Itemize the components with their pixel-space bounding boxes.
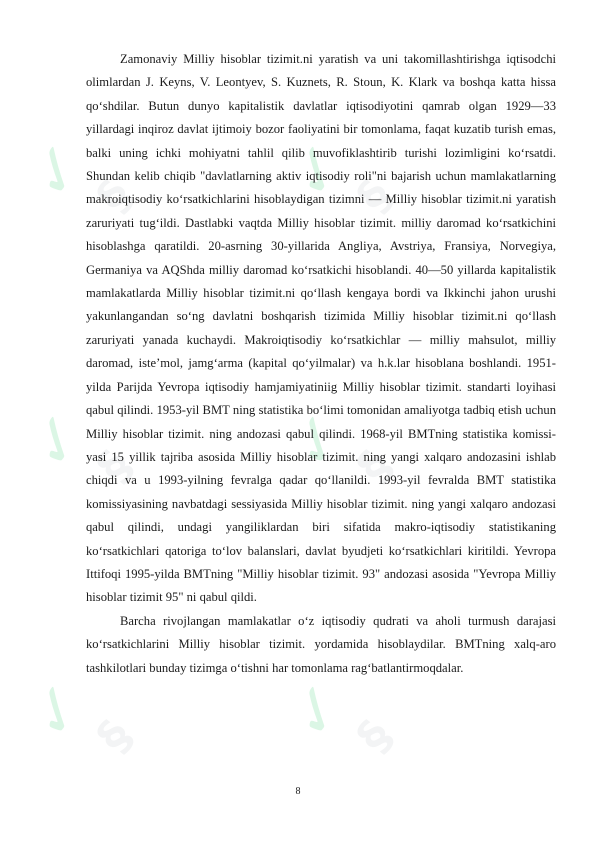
- watermark-mark: §: [346, 710, 403, 762]
- watermark-mark: ✓: [272, 397, 364, 485]
- page-number: 8: [295, 786, 301, 797]
- paragraph: Barcha rivojlangan mamlakatlar o‘z iqtisodiy qudrati va aholi turmush darajasi ko‘rsatkichlarini Milliy hisoblar tizimit. yordamida hisoblaydilar. BMTning xalq-aro tashkilotlari bunday tizimga o‘tishni har tomonlama rag‘batlantirmoqdalar.: [86, 613, 556, 675]
- watermark-mark: ✓: [12, 397, 104, 485]
- watermark-mark: ✓: [12, 667, 104, 755]
- watermark-mark: §: [86, 440, 143, 492]
- watermark-mark: §: [86, 170, 143, 222]
- watermark-mark: §: [346, 170, 403, 222]
- page-body: [86, 48, 556, 680]
- watermark-mark: ✓: [12, 127, 104, 215]
- watermark-mark: ✓: [272, 667, 364, 755]
- paragraph: Zamonaviy Milliy hisoblar tizimit.ni yaratish va uni takomillashtirishga iqtisodchi olimlardan J. Keyns, V. Leontyev, S. Kuznets, R. Stoun, K. Klark va boshqa katta hissa qo‘shdilar. Butun dunyo kapitalistik davlatlar iqtisodiyotini qamrab olgan 1929—33 yillardagi inqiroz davlat ijtimoiy bozor faoliyatini bir tomonlama, faqat kuzatib turish emas, balki uning ichki mohiyatni tahlil qilib muvofiklashtirib turishi lozimligini ko‘rsatdi. Shundan kelib chiqib "davlatlarning aktiv iqtisodiy roli"ni bajarish uchun mamlakatlarning makroiqtisodiy ko‘rsatkichlarini hisoblaydigan tizimni — Milliy hisoblar tizimit.ni yaratish zaruriyati tug‘ildi. Dastlabki vaqtda Milliy hisoblar tizimit. milliy daromad ko‘rsatkichini hisoblashga qaratildi. 20-asrning 30-yillarida Angliya, Avstriya, Fransiya, Norvegiya, Germaniya va AQShda milliy daromad ko‘rsatkichi hisoblandi. 40—50 yillarda kapitalistik mamlakatlarda Milliy hisoblar tizimit.ni qo‘llash kengaya bordi va Ikkinchi jahon urushi yakunlangandan so‘ng davlatni boshqarish tizimida Milliy hisoblar tizimit.ni qo‘llash zaruriyati yanada kuchaydi. Makroiqtisodiy ko‘rsatkichlar — milliy mahsulot, milliy daromad, iste’mol, jamg‘arma (kapital qo‘yilmalar) va h.k.lar hisoblana boshlandi. 1951-yilda Parijda Yevropa iqtisodiy hamjamiyatiniig Milliy hisoblar tizimit. standarti loyihasi qabul qilindi. 1953-yil BMT ning statistika bo‘limi tomonidan amaliyotga tadbiq etish uchun Milliy hisoblar tizimit. ning andozasi qabul qilindi. 1968-yil BMTning statistika komissi-yasi 15 yillik tajriba asosida Milliy hisoblar tizimit. ning yangi xalqaro andozasini ishlab chiqdi va u 1993-yilning fevralga qadar qo‘llanildi. 1993-yil fevralda BMT statistika komissiyasining navbatdagi sessiyasida Milliy hisoblar tizimit. ning yangi xalqaro andozasi qabul qilindi, undagi yangiliklardan biri sifatida makro-iqtisodiy statistikaning ko‘rsatkichlari qatoriga to‘lov balanslari, davlat byudjeti ko‘rsatkichlari kiritildi. Yevropa Ittifoqi 1995-yilda BMTning "Milliy hisoblar tizimit. 93" andozasi asosida "Yevropa Milliy hisoblar tizimit 95" ni qabul qildi.: [86, 52, 556, 605]
- watermark-mark: §: [86, 710, 143, 762]
- watermark-mark: ✓: [272, 127, 364, 215]
- watermark-mark: §: [346, 440, 403, 492]
